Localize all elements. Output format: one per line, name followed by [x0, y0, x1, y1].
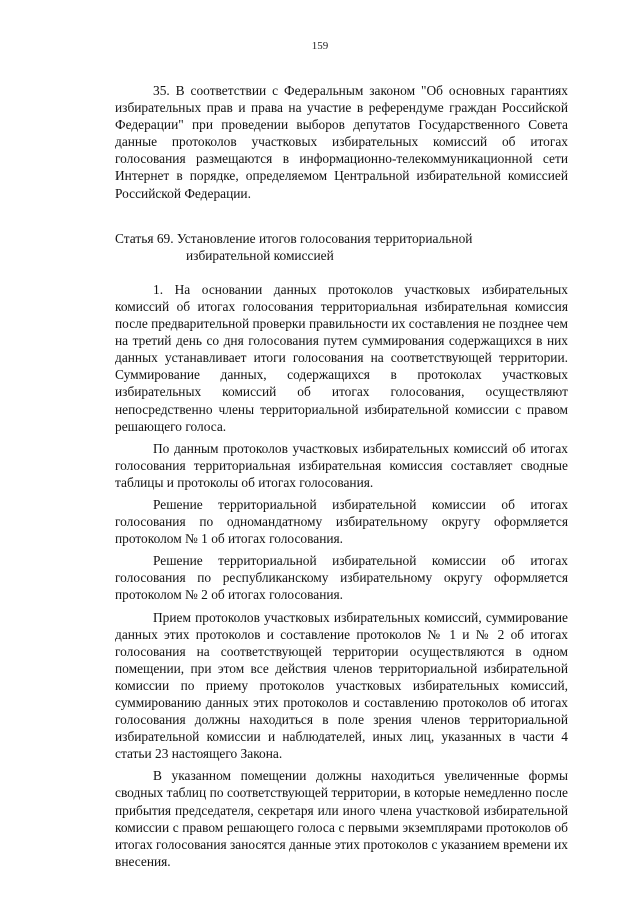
article-heading	[115, 230, 568, 264]
paragraph-1: 1. На основании данных протоколов участковых избирательных комиссий об итогах голосования территориальная избирательная комиссия после предварительной проверки правильности их составления не позднее чем на третий день со дня голосования путем суммирования содержащихся в них данных устанавливает итоги голосования на соответствующей территории. Суммирование данных, содержащихся в протоколах участковых избирательных комиссий об итогах голосования, осуществляют непосредственно члены территориальной избирательной комиссии с правом решающего голоса.	[115, 281, 568, 434]
paragraph-35: 35. В соответствии с Федеральным законом "Об основных гарантиях избирательных прав и права на участие в референдуме граждан Российской Федерации" при проведении выборов депутатов Государственного Совета данные протоколов участковых избирательных комиссий об итогах голосования размещаются в информационно-телекоммуникационной сети Интернет в порядке, определяемом Центральной избирательной комиссией Российской Федерации.	[115, 83, 568, 201]
article-heading-line-2: избирательной комиссией	[186, 247, 334, 263]
paragraph-3: Решение территориальной избирательной комиссии об итогах голосования по одномандатному избирательному округу оформляется протоколом № 1 об итогах голосования.	[115, 496, 568, 547]
paragraph-4: Решение территориальной избирательной комиссии об итогах голосования по республиканскому избирательному округу оформляется протоколом № 2 об итогах голосования.	[115, 553, 568, 603]
paragraph-5: Прием протоколов участковых избирательных комиссий, суммирование данных этих протоколов и составление протоколов № 1 и № 2 об итогах голосования на соответствующей территории осуществляются в одном помещении, при этом все действия членов территориальной избирательной комиссии по приему протоколов участковых избирательных комиссий, суммированию данных этих протоколов и составлению протоколов об итогах голосования должны находиться в поле зрения членов территориальной избирательной комиссии и наблюдателей, иных лиц, указанных в части 4 статьи 23 настоящего Закона.	[115, 609, 568, 762]
paragraph-6: В указанном помещении должны находиться увеличенные формы сводных таблиц по соответствующей территории, в которые немедленно после прибытия председателя, секретаря или иного члена участковой избирательной комиссии с правом решающего голоса с первыми экземплярами протоколов об итогах голосования заносятся данные этих протоколов с указанием времени их внесения.	[115, 768, 568, 869]
paragraph-2: По данным протоколов участковых избирательных комиссий об итогах голосования территориальная избирательная комиссия составляет сводные таблицы и протоколы об итогах голосования.	[115, 440, 568, 490]
document-body	[115, 82, 568, 870]
page-number: 159	[311, 40, 329, 52]
article-heading-line-1: Статья 69. Установление итогов голосования территориальной	[115, 230, 473, 246]
